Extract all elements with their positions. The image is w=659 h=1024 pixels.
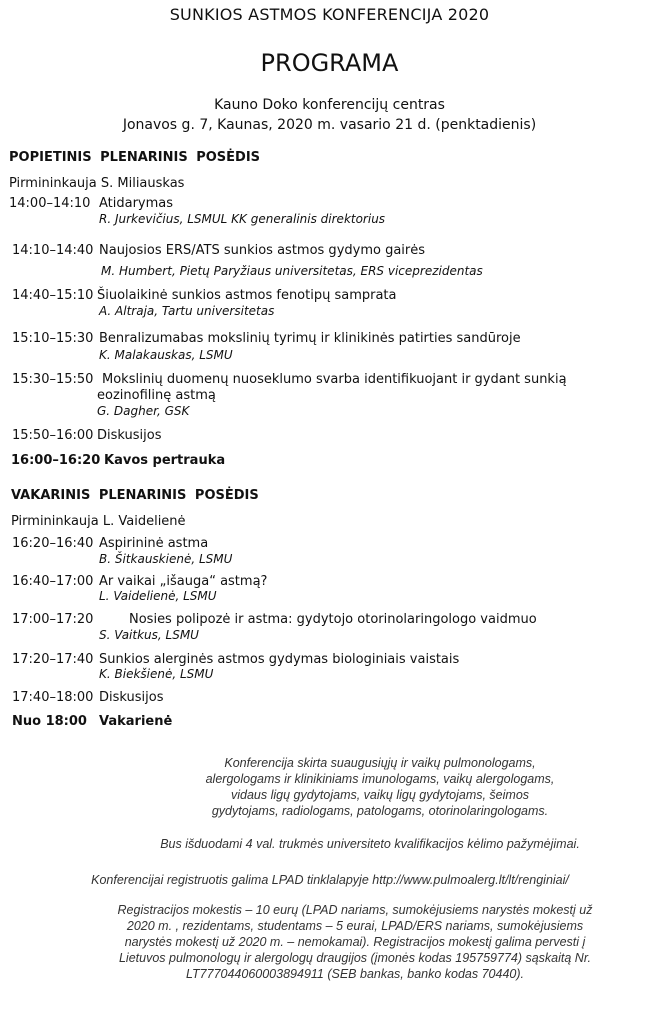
session-speaker: G. Dagher, GSK (97, 404, 190, 418)
session-talk: Benralizumabas mokslinių tyrimų ir klinikinės patirties sandūroje (99, 331, 521, 346)
venue-name: Kauno Doko konferencijų centras (214, 97, 445, 113)
session-time: 15:50–16:00 (12, 428, 94, 443)
audience-note-line: alergologams ir klinikiniams imunologams, vaikų alergologams, (205, 772, 555, 786)
session-speaker: S. Vaitkus, LSMU (99, 628, 199, 642)
certificate-note: Bus išduodami 4 val. trukmės universiteto kvalifikacijos kėlimo pažymėjimai. (160, 837, 580, 851)
session-time: 17:20–17:40 (12, 652, 94, 667)
audience-note-line: vidaus ligų gydytojams, vaikų ligų gydytojams, šeimos (230, 788, 530, 802)
audience-note (160, 755, 600, 819)
audience-note-line: Konferencija skirta suaugusiųjų ir vaikų pulmonologams, (224, 756, 536, 770)
session-time: 17:00–17:20 (12, 612, 94, 627)
fee-note-line: Lietuvos pulmonologų ir alergologų draugijos (įmonės kodas 195759774) sąskaitą Nr. (118, 951, 592, 965)
session-time: 17:40–18:00 (12, 690, 94, 705)
session-time: 14:40–15:10 (12, 288, 94, 303)
session-speaker: R. Jurkevičius, LSMUL KK generalinis direktorius (99, 212, 386, 226)
break-label: Kavos pertrauka (104, 453, 226, 468)
fee-note-line: 2020 m. , rezidentams, studentams – 5 eurai, LPAD/ERS nariams, sumokėjusiems (126, 919, 584, 933)
session-speaker: K. Biekšienė, LSMU (99, 667, 214, 681)
session-speaker: K. Malakauskas, LSMU (99, 348, 233, 362)
conference-title: SUNKIOS ASTMOS KONFERENCIJA 2020 (169, 5, 490, 24)
session-talk: Ar vaikai „išauga“ astmą? (99, 574, 268, 589)
chair-evening: Pirmininkauja L. Vaidelienė (11, 514, 186, 529)
fee-note-line: Registracijos mokestis – 10 eurų (LPAD nariams, sumokėjusiems narystės mokestį už (117, 903, 593, 917)
session-talk: Diskusijos (97, 428, 162, 443)
registration-note: Konferencijai registruotis galima LPAD tinklalapyje http://www.pulmoalerg.lt/lt/renginiai/ (91, 873, 569, 887)
session-talk: Sunkios alerginės astmos gydymas biologiniais vaistais (99, 652, 460, 667)
session-speaker: A. Altraja, Tartu universitetas (99, 304, 275, 318)
program-title: PROGRAMA (260, 49, 399, 77)
audience-note-line: gydytojams, radiologams, patologams, otorinolaringologams. (211, 804, 549, 818)
session-talk: Naujosios ERS/ATS sunkios astmos gydymo gairės (99, 243, 426, 258)
session-time: 15:30–15:50 (12, 372, 94, 387)
venue-address: Jonavos g. 7, Kaunas, 2020 m. vasario 21 d. (penktadienis) (122, 117, 537, 133)
fee-note-line: narystės mokestį už 2020 m. – nemokamai). Registracijos mokestį galima pervesti į (124, 935, 586, 949)
dinner-label: Vakarienė (99, 714, 173, 729)
session-time: 14:10–14:40 (12, 243, 94, 258)
chair-afternoon: Pirmininkauja S. Miliauskas (9, 176, 185, 191)
session-talk: Mokslinių duomenų nuoseklumo svarba identifikuojant ir gydant sunkią (102, 372, 567, 387)
dinner-time: Nuo 18:00 (12, 714, 87, 729)
section-title-afternoon: POPIETINIS PLENARINIS POSĖDIS (9, 150, 261, 165)
session-talk: Diskusijos (99, 690, 164, 705)
session-time: 16:20–16:40 (12, 536, 94, 551)
session-time: 15:10–15:30 (12, 331, 94, 346)
fee-note (55, 902, 655, 982)
session-time: 14:00–14:10 (9, 196, 91, 211)
fee-note-line: LT777044060003894911 (SEB bankas, banko kodas 70440). (186, 967, 524, 981)
session-talk: Nosies polipozė ir astma: gydytojo otorinolaringologo vaidmuo (129, 612, 537, 627)
session-speaker: B. Šitkauskienė, LSMU (99, 552, 233, 566)
session-talk: Aspirininė astma (99, 536, 209, 551)
session-speaker: L. Vaidelienė, LSMU (99, 589, 217, 603)
session-talk: Šiuolaikinė sunkios astmos fenotipų samprata (97, 288, 397, 303)
session-talk: Atidarymas (99, 196, 174, 211)
session-time: 16:40–17:00 (12, 574, 94, 589)
session-talk-continued: eozinofilinę astmą (97, 388, 216, 403)
section-title-evening: VAKARINIS PLENARINIS POSĖDIS (11, 488, 259, 503)
break-time: 16:00–16:20 (11, 453, 101, 468)
session-speaker: M. Humbert, Pietų Paryžiaus universitetas, ERS viceprezidentas (101, 264, 483, 278)
